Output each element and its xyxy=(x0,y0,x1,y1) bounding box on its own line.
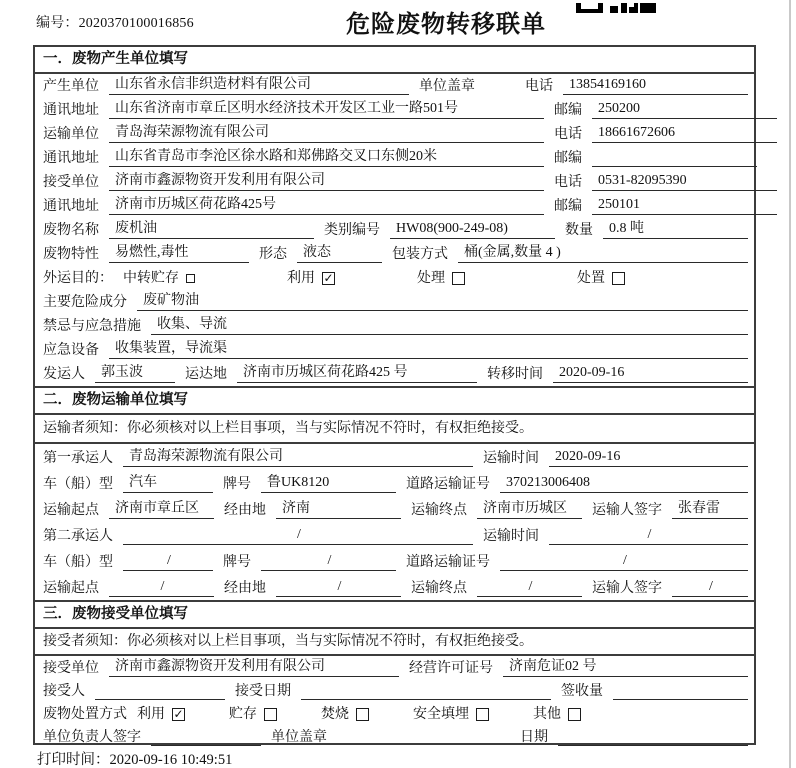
field-value: 青岛海荣源物流有限公司 xyxy=(109,124,544,143)
form-row xyxy=(35,338,754,362)
field-label: 产生单位 xyxy=(43,79,99,94)
field-value: 郭玉波 xyxy=(95,364,175,383)
field-label: 运输起点 xyxy=(43,581,99,596)
field-value: 250200 xyxy=(592,100,777,119)
checkbox-group xyxy=(287,270,335,287)
form-row xyxy=(35,444,754,470)
page-border-line xyxy=(789,0,791,768)
field-label: 运输人签字 xyxy=(592,503,662,518)
checkbox-icon xyxy=(186,274,195,283)
field-value: 370213006408 xyxy=(500,474,748,493)
doc-number-value: 2020370100016856 xyxy=(78,16,194,31)
field-value: 济南市历城区荷花路425 号 xyxy=(237,364,477,383)
field-label: 通讯地址 xyxy=(43,199,99,214)
field-label: 接受单位 xyxy=(43,661,99,676)
field-label: 运达地 xyxy=(185,367,227,382)
form-row xyxy=(35,470,754,496)
form-row xyxy=(35,242,754,266)
checkbox-checked-icon: ✓ xyxy=(323,271,334,285)
field-value: 2020-09-16 xyxy=(553,364,748,383)
field-value: 济南 xyxy=(276,500,401,519)
checkbox-label: 贮存 xyxy=(229,707,257,722)
field-label: 经由地 xyxy=(224,581,266,596)
section-heading: 一．废物产生单位填写 xyxy=(35,47,754,74)
form-row xyxy=(35,266,754,290)
field-label: 接受人 xyxy=(43,684,85,699)
field-label: 经由地 xyxy=(224,503,266,518)
print-time xyxy=(37,748,232,768)
checkbox-icon xyxy=(476,708,489,721)
notice-text: 运输者须知：你必须核对以上栏目事项，当与实际情况不符时，有权拒绝接受。 xyxy=(35,415,754,444)
field-label: 废物处置方式 xyxy=(43,707,127,722)
form-row xyxy=(35,98,754,122)
field-value: 济南危证02 号 xyxy=(503,658,748,677)
field-value: 液态 xyxy=(297,244,382,263)
field-value: 鲁UK8120 xyxy=(261,474,396,493)
form-row xyxy=(35,725,754,748)
form-row xyxy=(35,122,754,146)
form-row xyxy=(35,679,754,702)
checkbox-label: 利用 xyxy=(137,707,165,722)
field-label: 运输起点 xyxy=(43,503,99,518)
checkbox-group xyxy=(123,270,195,287)
field-label: 牌号 xyxy=(223,555,251,570)
checkbox-group xyxy=(577,270,625,287)
field-label: 单位盖章 xyxy=(419,79,475,94)
field-label: 道路运输证号 xyxy=(406,477,490,492)
field-label: 电话 xyxy=(554,127,582,142)
form-row xyxy=(35,290,754,314)
field-label: 车（船）型 xyxy=(43,555,113,570)
checkbox-group xyxy=(137,706,185,723)
field-value: HW08(900-249-08) xyxy=(390,220,555,239)
field-label: 转移时间 xyxy=(487,367,543,382)
checkbox-icon xyxy=(612,272,625,285)
field-value: 济南市历城区 xyxy=(477,500,582,519)
field-value: 废矿物油 xyxy=(137,292,748,311)
field-value xyxy=(301,698,551,700)
field-label: 运输单位 xyxy=(43,127,99,142)
checkbox-icon xyxy=(356,708,369,721)
field-label: 道路运输证号 xyxy=(406,555,490,570)
form-row xyxy=(35,574,754,600)
field-value: / xyxy=(123,552,213,571)
field-label: 主要危险成分 xyxy=(43,295,127,310)
field-value: / xyxy=(123,526,473,545)
field-value xyxy=(151,744,261,746)
form-row xyxy=(35,314,754,338)
field-label: 禁忌与应急措施 xyxy=(43,319,141,334)
field-label: 牌号 xyxy=(223,477,251,492)
field-label: 电话 xyxy=(554,175,582,190)
field-value: / xyxy=(276,578,401,597)
field-value: / xyxy=(261,552,396,571)
field-label: 运输终点 xyxy=(411,581,467,596)
form-row xyxy=(35,146,754,170)
field-label: 邮编 xyxy=(554,103,582,118)
checkbox-label: 安全填埋 xyxy=(413,707,469,722)
field-value: / xyxy=(109,578,214,597)
field-label: 经营许可证号 xyxy=(409,661,493,676)
field-value: 0531-82095390 xyxy=(592,172,777,191)
field-label: 形态 xyxy=(259,247,287,262)
notice-text: 接受者须知：你必须核对以上栏目事项，当与实际情况不符时，有权拒绝接受。 xyxy=(35,629,754,656)
field-label: 运输人签字 xyxy=(592,581,662,596)
field-value: 张春雷 xyxy=(672,500,748,519)
field-value: 易燃性,毒性 xyxy=(109,244,249,263)
field-value: 山东省青岛市李沧区徐水路和郑佛路交叉口东侧20米 xyxy=(109,148,544,167)
field-label: 接受日期 xyxy=(235,684,291,699)
field-label: 外运目的： xyxy=(43,271,113,286)
field-value: 2020-09-16 xyxy=(549,448,748,467)
checkbox-label: 处理 xyxy=(417,271,445,286)
field-label: 第一承运人 xyxy=(43,451,113,466)
checkbox-checked-icon: ✓ xyxy=(173,707,184,721)
field-value xyxy=(558,744,748,746)
checkbox-group xyxy=(533,706,581,723)
checkbox-label: 中转贮存 xyxy=(123,271,179,286)
field-label: 接受单位 xyxy=(43,175,99,190)
field-label: 单位盖章 xyxy=(271,730,327,745)
print-time-label: 打印时间： xyxy=(37,752,110,768)
field-label: 类别编号 xyxy=(324,223,380,238)
field-label: 邮编 xyxy=(554,151,582,166)
form-row xyxy=(35,194,754,218)
field-value: 13854169160 xyxy=(563,76,748,95)
field-value: 250101 xyxy=(592,196,777,215)
checkbox-label: 利用 xyxy=(287,271,315,286)
checkbox-group xyxy=(229,706,277,723)
field-label: 签收量 xyxy=(561,684,603,699)
checkbox-label: 其他 xyxy=(533,707,561,722)
qr-code-fragment-icon xyxy=(576,0,656,18)
form-row xyxy=(35,74,754,98)
field-label: 运输时间 xyxy=(483,529,539,544)
field-label: 发运人 xyxy=(43,367,85,382)
print-time-value: 2020-09-16 10:49:51 xyxy=(109,752,233,768)
field-value: 18661672606 xyxy=(592,124,777,143)
form-row xyxy=(35,548,754,574)
field-value xyxy=(95,698,225,700)
section-heading: 二．废物运输单位填写 xyxy=(35,388,754,415)
field-label: 电话 xyxy=(525,79,553,94)
field-value: 桶(金属,数量 4 ) xyxy=(458,244,748,263)
checkbox-label: 处置 xyxy=(577,271,605,286)
form-row xyxy=(35,702,754,725)
checkbox-icon xyxy=(452,272,465,285)
field-value: 济南市章丘区 xyxy=(109,500,214,519)
field-label: 废物特性 xyxy=(43,247,99,262)
checkbox-icon xyxy=(264,708,277,721)
field-label: 运输终点 xyxy=(411,503,467,518)
field-label: 车（船）型 xyxy=(43,477,113,492)
field-value: 0.8 吨 xyxy=(603,220,748,239)
field-label: 邮编 xyxy=(554,199,582,214)
checkbox-icon xyxy=(568,708,581,721)
section-3 xyxy=(35,600,754,748)
form-row xyxy=(35,496,754,522)
form-row xyxy=(35,170,754,194)
form-row xyxy=(35,218,754,242)
checkbox-group xyxy=(413,706,489,723)
form-row xyxy=(35,522,754,548)
field-value: 汽车 xyxy=(123,474,213,493)
field-label: 废物名称 xyxy=(43,223,99,238)
field-label: 数量 xyxy=(565,223,593,238)
doc-number-label: 编号： xyxy=(36,16,79,31)
page-title: 危险废物转移联单 xyxy=(346,11,546,38)
section-2 xyxy=(35,386,754,600)
field-value xyxy=(592,165,757,167)
field-label: 日期 xyxy=(520,730,548,745)
section-heading: 三．废物接受单位填写 xyxy=(35,602,754,629)
field-value: / xyxy=(549,526,748,545)
field-value: / xyxy=(672,578,748,597)
field-value: 山东省永信非织造材料有限公司 xyxy=(109,76,409,95)
field-label: 应急设备 xyxy=(43,343,99,358)
field-value: / xyxy=(477,578,582,597)
field-label: 运输时间 xyxy=(483,451,539,466)
checkbox-group xyxy=(417,270,465,287)
field-value: 山东省济南市章丘区明水经济技术开发区工业一路501号 xyxy=(109,100,544,119)
checkbox-group xyxy=(321,706,369,723)
field-value: 收集装置，导流渠 xyxy=(109,340,748,359)
field-value: 济南市鑫源物资开发利用有限公司 xyxy=(109,172,544,191)
field-label: 通讯地址 xyxy=(43,151,99,166)
field-label: 第二承运人 xyxy=(43,529,113,544)
field-value: / xyxy=(500,552,748,571)
field-value xyxy=(613,698,748,700)
field-value: 废机油 xyxy=(109,220,314,239)
manifest-form xyxy=(33,45,756,745)
field-value: 济南市鑫源物资开发利用有限公司 xyxy=(109,658,399,677)
field-value: 青岛海荣源物流有限公司 xyxy=(123,448,473,467)
document-header xyxy=(0,0,796,45)
checkbox-label: 焚烧 xyxy=(321,707,349,722)
field-value: 济南市历城区荷花路425号 xyxy=(109,196,544,215)
field-label: 包装方式 xyxy=(392,247,448,262)
field-label: 单位负责人签字 xyxy=(43,730,141,745)
field-label: 通讯地址 xyxy=(43,103,99,118)
section-1 xyxy=(35,47,754,386)
form-row xyxy=(35,362,754,386)
field-value: 收集、导流 xyxy=(151,316,748,335)
form-row xyxy=(35,656,754,679)
